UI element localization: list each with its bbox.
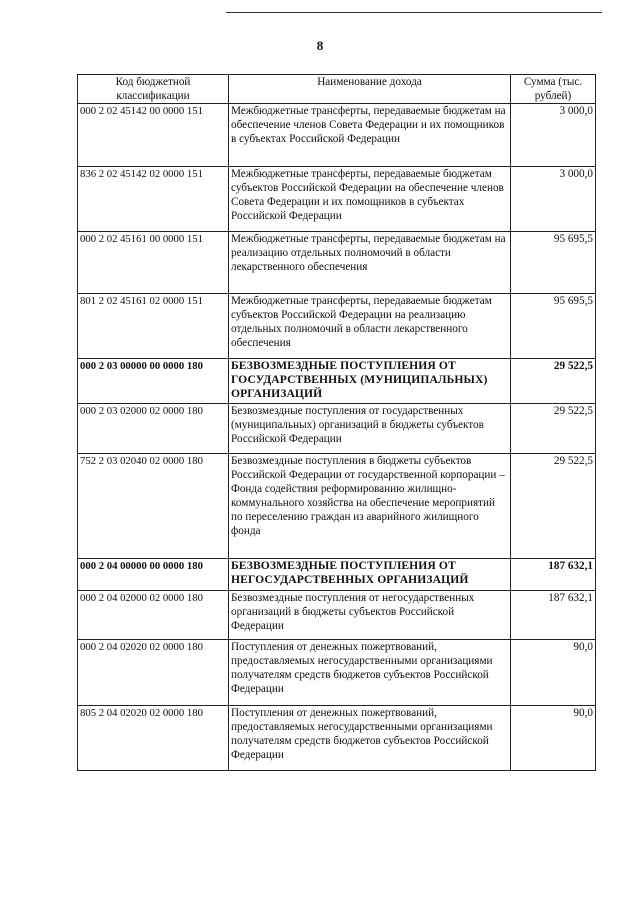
cell-sum: 187 632,1: [511, 559, 596, 591]
budget-income-table: [77, 74, 596, 771]
cell-code: 000 2 04 00000 00 0000 180: [78, 559, 229, 591]
table-row: [78, 706, 596, 771]
cell-sum: 95 695,5: [511, 294, 596, 359]
page-number: 8: [316, 38, 324, 53]
header-sum: Сумма (тыс. рублей): [511, 75, 596, 104]
cell-sum: 29 522,5: [511, 359, 596, 404]
cell-code: 000 2 04 02020 02 0000 180: [78, 640, 229, 706]
cell-code: 000 2 03 00000 00 0000 180: [78, 359, 229, 404]
cell-sum: 3 000,0: [511, 167, 596, 232]
table-row: [78, 294, 596, 359]
cell-name: БЕЗВОЗМЕЗДНЫЕ ПОСТУПЛЕНИЯ ОТ ГОСУДАРСТВЕННЫХ (МУНИЦИПАЛЬНЫХ) ОРГАНИЗАЦИЙ: [229, 359, 511, 404]
cell-code: 000 2 02 45161 00 0000 151: [78, 232, 229, 294]
table-row: [78, 404, 596, 454]
cell-name: Поступления от денежных пожертвований, предоставляемых негосударственными организациями получателям средств бюджетов субъектов Российской Федерации: [229, 640, 511, 706]
cell-name: Межбюджетные трансферты, передаваемые бюджетам на обеспечение членов Совета Федерации и их помощников в субъектах Российской Федерации: [229, 104, 511, 167]
cell-sum: 90,0: [511, 706, 596, 771]
cell-sum: 3 000,0: [511, 104, 596, 167]
cell-name: БЕЗВОЗМЕЗДНЫЕ ПОСТУПЛЕНИЯ ОТ НЕГОСУДАРСТВЕННЫХ ОРГАНИЗАЦИЙ: [229, 559, 511, 591]
cell-name: Безвозмездные поступления от негосударственных организаций в бюджеты субъектов Российской Федерации: [229, 591, 511, 640]
table-row: [78, 167, 596, 232]
cell-code: 752 2 03 02040 02 0000 180: [78, 454, 229, 559]
cell-sum: 29 522,5: [511, 404, 596, 454]
cell-code: 000 2 02 45142 00 0000 151: [78, 104, 229, 167]
table-section-row: [78, 559, 596, 591]
cell-name: Безвозмездные поступления от государственных (муниципальных) организаций в бюджеты субъектов Российской Федерации: [229, 404, 511, 454]
header-code: Код бюджетной классификации: [78, 75, 229, 104]
cell-sum: 90,0: [511, 640, 596, 706]
cell-code: 000 2 04 02000 02 0000 180: [78, 591, 229, 640]
top-rule: [226, 12, 602, 13]
table-row: [78, 454, 596, 559]
table-section-row: [78, 359, 596, 404]
cell-name: Поступления от денежных пожертвований, предоставляемых негосударственными организациями получателям средств бюджетов субъектов Российской Федерации: [229, 706, 511, 771]
table-row: [78, 640, 596, 706]
cell-code: 805 2 04 02020 02 0000 180: [78, 706, 229, 771]
cell-name: Межбюджетные трансферты, передаваемые бюджетам субъектов Российской Федерации на реализацию отдельных полномочий в области лекарственного обеспечения: [229, 294, 511, 359]
table-header-row: [78, 75, 596, 104]
header-name: Наименование дохода: [229, 75, 511, 104]
cell-code: 000 2 03 02000 02 0000 180: [78, 404, 229, 454]
table-row: [78, 232, 596, 294]
cell-name: Безвозмездные поступления в бюджеты субъектов Российской Федерации от государственной корпорации – Фонда содействия реформированию жилищно-коммунального хозяйства на обеспечение мероприятий по переселению граждан из аварийного жилищного фонда: [229, 454, 511, 559]
cell-code: 801 2 02 45161 02 0000 151: [78, 294, 229, 359]
table-row: [78, 591, 596, 640]
cell-name: Межбюджетные трансферты, передаваемые бюджетам субъектов Российской Федерации на обеспечение членов Совета Федерации и их помощников в субъектах Российской Федерации: [229, 167, 511, 232]
cell-sum: 187 632,1: [511, 591, 596, 640]
cell-code: 836 2 02 45142 02 0000 151: [78, 167, 229, 232]
cell-sum: 29 522,5: [511, 454, 596, 559]
cell-sum: 95 695,5: [511, 232, 596, 294]
table-row: [78, 104, 596, 167]
cell-name: Межбюджетные трансферты, передаваемые бюджетам на реализацию отдельных полномочий в области лекарственного обеспечения: [229, 232, 511, 294]
